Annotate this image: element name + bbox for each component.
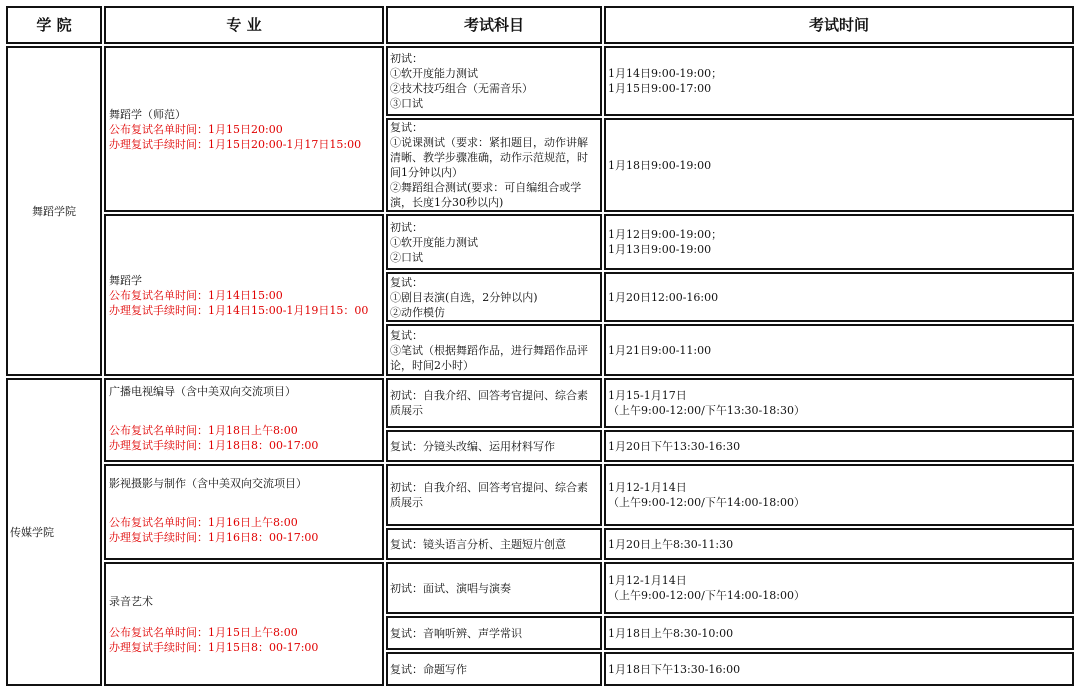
announce-time: 公布复试名单时间：1月16日上午8:00 [109, 516, 298, 529]
time-rc-first [604, 562, 1074, 614]
procedure-time: 办理复试手续时间：1月18日8：00-17:00 [109, 439, 319, 452]
time-line: （上午9:00-12:00/下午13:30-18:30） [608, 404, 805, 417]
college-dance-label: 舞蹈学院 [32, 204, 76, 218]
time-dt-first [604, 46, 1074, 116]
subject-line: 复试：分镜头改编、运用材料写作 [390, 439, 555, 453]
major-film [104, 464, 384, 560]
time-line: 1月15-1月17日 [608, 389, 687, 402]
subject-bc-second [386, 430, 602, 462]
subject-line: 复试： [390, 121, 423, 134]
time-bc-first [604, 378, 1074, 428]
subject-rc-first [386, 562, 602, 614]
subject-line: ③笔试（根据舞蹈作品，进行舞蹈作品评论，时间2小时） [390, 343, 588, 372]
subject-line: ①说课测试（要求：紧扣题目，动作讲解清晰、教学步骤准确，动作示范规范，时间1分钟以内） [390, 136, 588, 179]
subject-line: ②动作模仿 [390, 305, 445, 319]
subject-line: 复试：音响听辨、声学常识 [390, 626, 522, 640]
subject-line: ①软开度能力测试 [390, 67, 478, 80]
time-dt-second [604, 118, 1074, 212]
subject-dt-second [386, 118, 602, 212]
time-line: 1月18日上午8:30-10:00 [608, 626, 734, 640]
subject-line: ②舞蹈组合测试(要求：可自编组合或学演，长度1分30秒以内) [390, 181, 582, 209]
major-name: 影视摄影与制作（含中美双向交流项目） [109, 477, 307, 490]
major-recording [104, 562, 384, 686]
time-d-second2 [604, 324, 1074, 376]
major-broadcast [104, 378, 384, 462]
header-subjects: 考试科目 [386, 6, 602, 44]
time-rc-second2 [604, 652, 1074, 686]
subject-fm-second [386, 528, 602, 560]
subject-line: ①剧目表演(自选，2分钟以内) [390, 290, 538, 304]
time-fm-first [604, 464, 1074, 526]
time-d-second1 [604, 272, 1074, 322]
subject-rc-second2 [386, 652, 602, 686]
major-name: 广播电视编导（含中美双向交流项目） [109, 385, 296, 398]
header-time: 考试时间 [604, 6, 1074, 44]
time-line: 1月12-1月14日 [608, 481, 687, 494]
time-line: 1月14日9:00-19:00； [608, 67, 723, 80]
time-d-first [604, 214, 1074, 270]
subject-rc-second1 [386, 616, 602, 650]
time-line: 1月20日12:00-16:00 [608, 290, 719, 304]
subject-line: 复试：命题写作 [390, 662, 467, 676]
subject-line: 复试： [390, 328, 423, 342]
subject-line: 初试：自我介绍、回答考官提问、综合素质展示 [390, 389, 588, 417]
subject-line: 复试： [390, 275, 423, 289]
subject-line: 初试：面试、演唱与演奏 [390, 581, 511, 595]
subject-line: 初试：自我介绍、回答考官提问、综合素质展示 [390, 481, 588, 509]
time-line: 1月18日9:00-19:00 [608, 158, 712, 172]
subject-d-second2 [386, 324, 602, 376]
subject-d-first [386, 214, 602, 270]
time-line: 1月18日下午13:30-16:00 [608, 662, 741, 676]
subject-line: ①软开度能力测试 [390, 235, 478, 249]
time-line: 1月15日9:00-17:00 [608, 82, 712, 95]
subject-line: ②口试 [390, 250, 423, 264]
subject-line: 初试： [390, 220, 423, 234]
time-line: 1月20日下午13:30-16:30 [608, 439, 741, 453]
time-fm-second [604, 528, 1074, 560]
time-line: 1月12-1月14日 [608, 574, 687, 587]
procedure-time: 办理复试手续时间：1月15日20:00-1月17日15:00 [109, 137, 362, 151]
time-line: （上午9:00-12:00/下午14:00-18:00） [608, 589, 805, 602]
subject-line: ②技术技巧组合（无需音乐） [390, 82, 533, 95]
header-major: 专 业 [104, 6, 384, 44]
procedure-time: 办理复试手续时间：1月16日8：00-17:00 [109, 531, 319, 544]
announce-time: 公布复试名单时间：1月15日上午8:00 [109, 625, 298, 639]
subject-dt-first [386, 46, 602, 116]
time-line: 1月13日9:00-19:00 [608, 243, 712, 256]
subject-line: ③口试 [390, 97, 423, 110]
college-dance [6, 46, 102, 376]
announce-time: 公布复试名单时间：1月18日上午8:00 [109, 424, 298, 437]
subject-bc-first [386, 378, 602, 428]
subject-line: 初试： [390, 52, 423, 65]
announce-time: 公布复试名单时间：1月14日15:00 [109, 288, 283, 302]
procedure-time: 办理复试手续时间：1月14日15:00-1月19日15：00 [109, 303, 369, 317]
subject-d-second1 [386, 272, 602, 322]
time-line: （上午9:00-12:00/下午14:00-18:00） [608, 496, 805, 509]
college-media [6, 378, 102, 686]
major-name: 舞蹈学 [109, 273, 142, 287]
major-dance [104, 214, 384, 376]
major-dance-teacher [104, 46, 384, 212]
major-name: 舞蹈学（师范） [109, 107, 186, 121]
time-line: 1月20日上午8:30-11:30 [608, 537, 734, 551]
header-college: 学 院 [6, 6, 102, 44]
major-name: 录音艺术 [109, 594, 153, 608]
time-rc-second1 [604, 616, 1074, 650]
time-line: 1月12日9:00-19:00； [608, 228, 723, 241]
time-bc-second [604, 430, 1074, 462]
time-line: 1月21日9:00-11:00 [608, 343, 712, 357]
subject-fm-first [386, 464, 602, 526]
subject-line: 复试：镜头语言分析、主题短片创意 [390, 537, 566, 551]
college-media-label: 传媒学院 [10, 525, 54, 539]
announce-time: 公布复试名单时间：1月15日20:00 [109, 122, 283, 136]
procedure-time: 办理复试手续时间：1月15日8：00-17:00 [109, 640, 319, 654]
